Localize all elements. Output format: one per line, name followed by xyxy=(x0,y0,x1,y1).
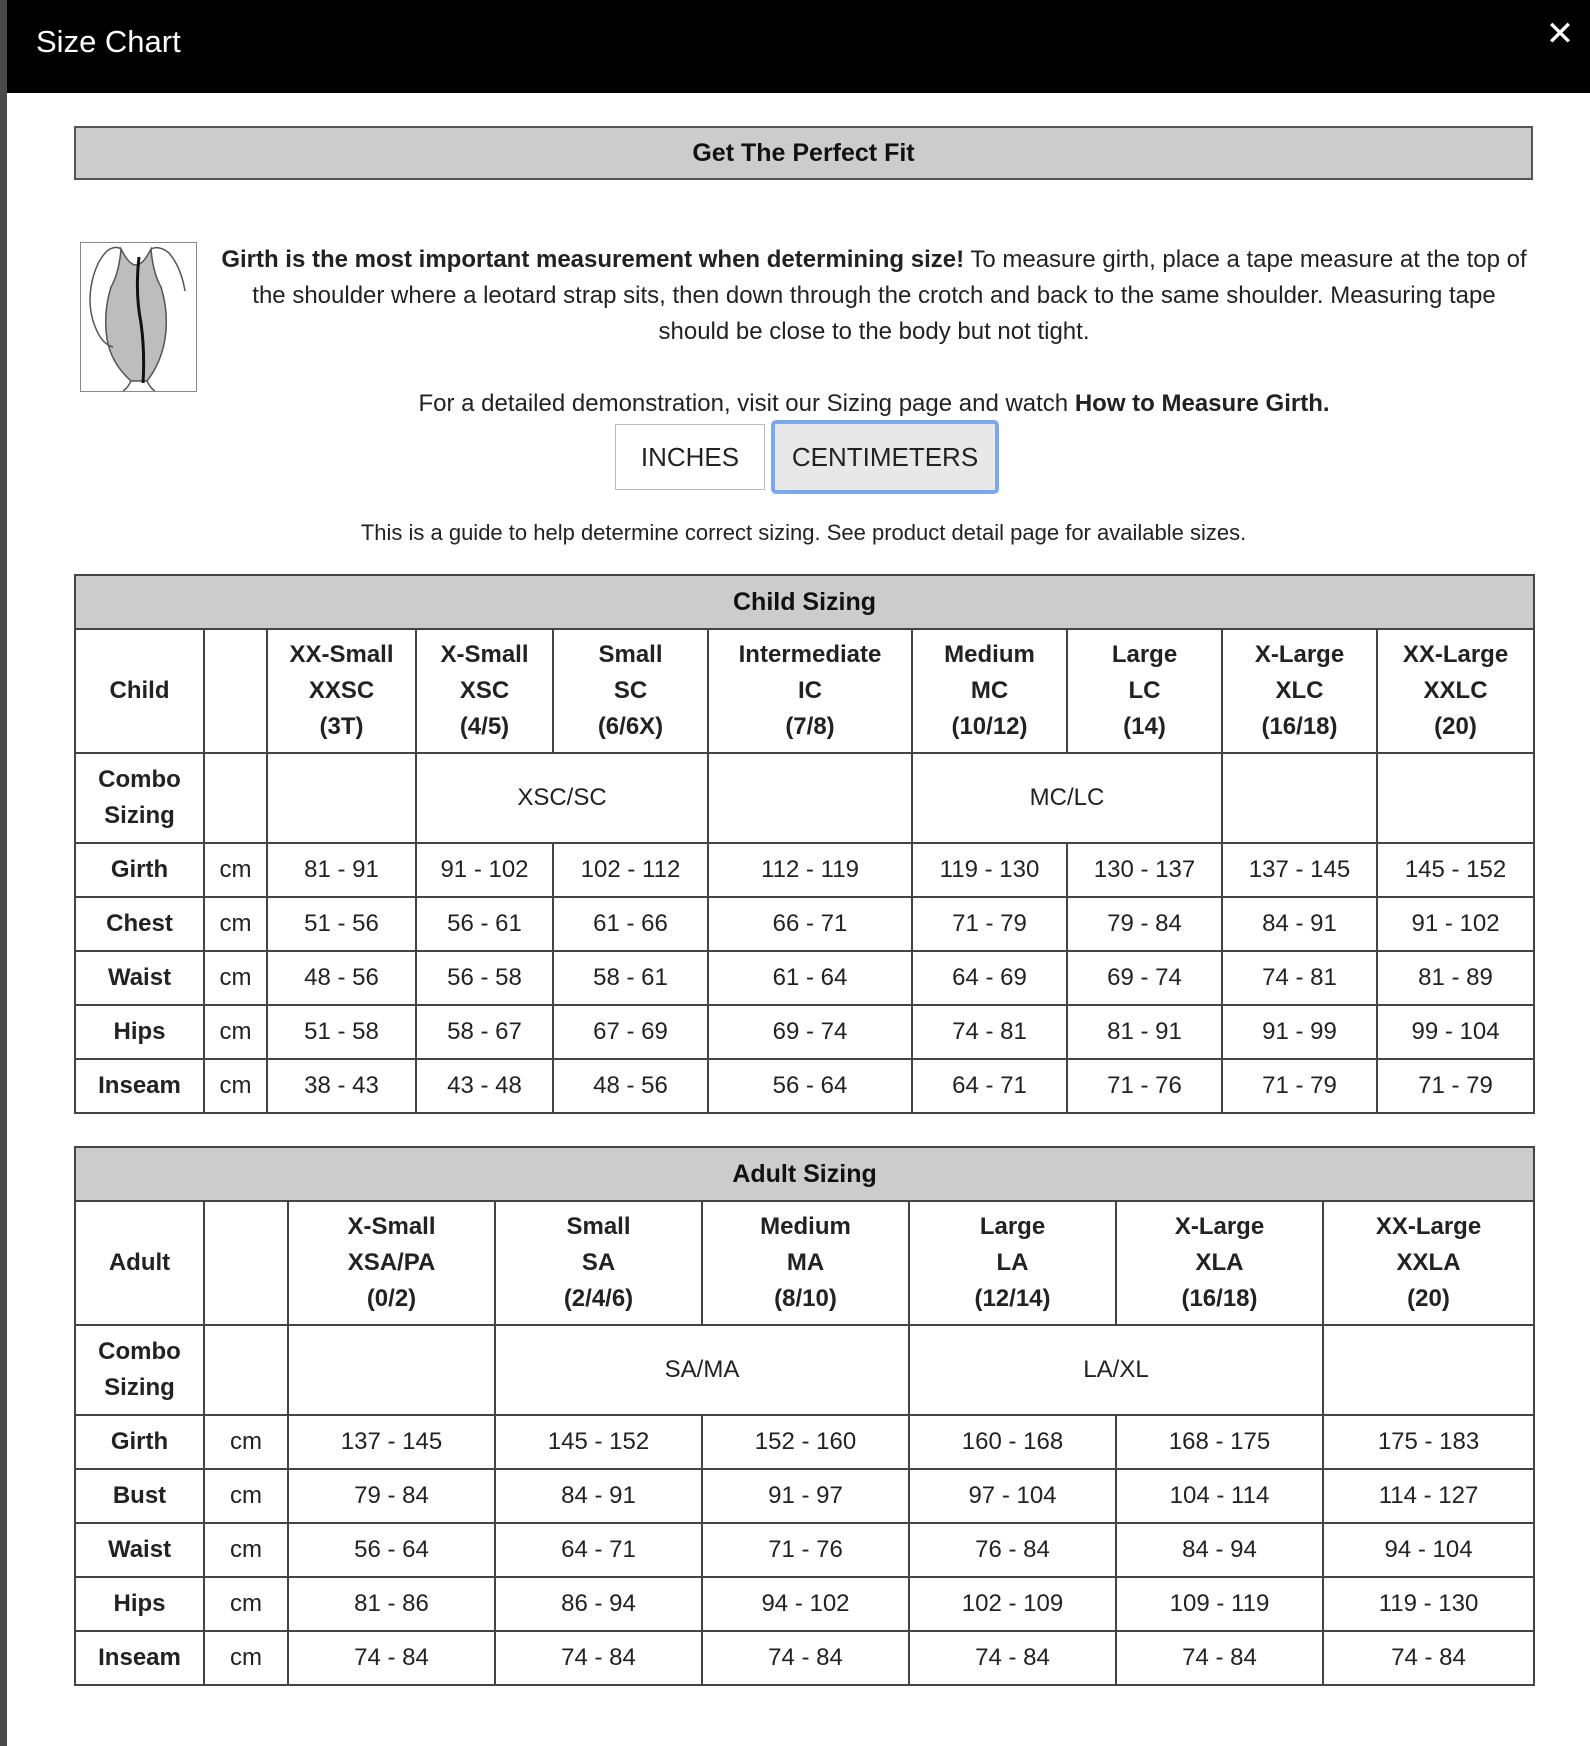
measurement-value: 51 - 56 xyxy=(267,897,416,951)
size-header-line: X-Large xyxy=(1174,1213,1265,1240)
size-header-line: XX-Small xyxy=(289,641,394,668)
measurement-value: 91 - 102 xyxy=(416,843,553,897)
size-header-cell xyxy=(267,629,416,753)
measurement-value: 66 - 71 xyxy=(708,897,912,951)
how-to-measure-link[interactable]: How to Measure Girth. xyxy=(1074,390,1330,417)
measurement-value: 81 - 89 xyxy=(1377,951,1534,1005)
size-header-cell xyxy=(495,1201,702,1325)
combo-unit-cell xyxy=(204,1325,288,1415)
size-header-line: (12/14) xyxy=(974,1285,1051,1312)
fit-instructions-text: To measure girth, place a tape measure at the top of the shoulder where a leotard strap sits, then down through the crotch and back to the same shoulder. Measuring tape should be close to the body but not tight. xyxy=(252,246,1527,345)
measurement-label: Waist xyxy=(75,1523,204,1577)
measurement-value: 64 - 71 xyxy=(495,1523,702,1577)
adult-sizing-title: Adult Sizing xyxy=(75,1147,1534,1201)
size-header-line: Medium xyxy=(944,641,1035,668)
size-header-line: (3T) xyxy=(319,713,364,740)
size-header-line: MC xyxy=(970,677,1009,704)
measurement-label: Hips xyxy=(75,1005,204,1059)
measurement-value: 43 - 48 xyxy=(416,1059,553,1113)
size-header-cell xyxy=(1222,629,1377,753)
measurement-value: 84 - 91 xyxy=(495,1469,702,1523)
size-header-line: Intermediate xyxy=(738,641,882,668)
fit-demo-prefix: For a detailed demonstration, visit our Sizing page and watch xyxy=(418,390,1075,417)
girth-illustration-icon xyxy=(80,242,197,392)
unit-header-cell xyxy=(204,1201,288,1325)
size-header-line: Small xyxy=(566,1213,631,1240)
measurement-value: 67 - 69 xyxy=(553,1005,708,1059)
measurement-value: 71 - 79 xyxy=(912,897,1067,951)
size-header-cell xyxy=(1116,1201,1323,1325)
measurement-value: 99 - 104 xyxy=(1377,1005,1534,1059)
close-icon[interactable]: ✕ xyxy=(1545,15,1575,53)
measurement-unit: cm xyxy=(204,1577,288,1631)
measurement-value: 114 - 127 xyxy=(1323,1469,1534,1523)
measurement-row xyxy=(75,1577,1534,1631)
size-header-line: SA xyxy=(581,1249,616,1276)
measurement-value: 130 - 137 xyxy=(1067,843,1222,897)
combo-empty-cell xyxy=(267,753,416,843)
size-header-line: (10/12) xyxy=(951,713,1028,740)
size-header-line: Large xyxy=(979,1213,1046,1240)
measurement-value: 61 - 66 xyxy=(553,897,708,951)
fit-demo-line xyxy=(219,386,1529,422)
measurement-label: Bust xyxy=(75,1469,204,1523)
measurement-value: 109 - 119 xyxy=(1116,1577,1323,1631)
measurement-row xyxy=(75,951,1534,1005)
measurement-value: 56 - 64 xyxy=(708,1059,912,1113)
size-header-line: XXLA xyxy=(1396,1249,1461,1276)
measurement-value: 175 - 183 xyxy=(1323,1415,1534,1469)
size-header-line: (0/2) xyxy=(366,1285,417,1312)
modal-title: Size Chart xyxy=(36,24,181,59)
measurement-value: 119 - 130 xyxy=(1323,1577,1534,1631)
measurement-value: 56 - 61 xyxy=(416,897,553,951)
measurement-value: 97 - 104 xyxy=(909,1469,1116,1523)
measurement-value: 56 - 64 xyxy=(288,1523,495,1577)
size-header-line: X-Large xyxy=(1254,641,1345,668)
fit-instructions xyxy=(219,242,1529,350)
measurement-unit: cm xyxy=(204,951,267,1005)
measurement-value: 94 - 104 xyxy=(1323,1523,1534,1577)
measurement-label: Waist xyxy=(75,951,204,1005)
combo-cell: XSC/SC xyxy=(416,753,708,843)
measurement-value: 58 - 61 xyxy=(553,951,708,1005)
size-header-line: X-Small xyxy=(347,1213,436,1240)
measurement-value: 94 - 102 xyxy=(702,1577,909,1631)
measurement-unit: cm xyxy=(204,1059,267,1113)
measurement-value: 160 - 168 xyxy=(909,1415,1116,1469)
measurement-value: 74 - 84 xyxy=(288,1631,495,1685)
size-header-line: XXLC xyxy=(1423,677,1488,704)
size-header-cell xyxy=(288,1201,495,1325)
centimeters-button[interactable]: CENTIMETERS xyxy=(771,420,999,494)
child-corner-label: Child xyxy=(75,629,204,753)
size-header-line: (20) xyxy=(1434,713,1477,740)
measurement-row xyxy=(75,1059,1534,1113)
size-header-line: XLA xyxy=(1195,1249,1244,1276)
size-header-line: (14) xyxy=(1123,713,1166,740)
size-header-line: XLC xyxy=(1275,677,1324,704)
measurement-value: 168 - 175 xyxy=(1116,1415,1323,1469)
measurement-value: 84 - 91 xyxy=(1222,897,1377,951)
combo-label-line: Sizing xyxy=(104,1374,175,1401)
combo-label-line: Sizing xyxy=(104,802,175,829)
measurement-value: 48 - 56 xyxy=(553,1059,708,1113)
combo-empty-cell xyxy=(288,1325,495,1415)
measurement-value: 74 - 84 xyxy=(495,1631,702,1685)
size-header-line: (7/8) xyxy=(785,713,835,740)
adult-corner-label: Adult xyxy=(75,1201,204,1325)
measurement-value: 71 - 76 xyxy=(702,1523,909,1577)
size-header-line: Large xyxy=(1111,641,1178,668)
measurement-row xyxy=(75,1631,1534,1685)
measurement-value: 81 - 91 xyxy=(267,843,416,897)
measurement-value: 91 - 102 xyxy=(1377,897,1534,951)
modal-header xyxy=(7,0,1590,93)
measurement-value: 69 - 74 xyxy=(1067,951,1222,1005)
size-header-line: MA xyxy=(786,1249,825,1276)
measurement-label: Girth xyxy=(75,1415,204,1469)
measurement-unit: cm xyxy=(204,1005,267,1059)
measurement-value: 102 - 112 xyxy=(553,843,708,897)
measurement-value: 102 - 109 xyxy=(909,1577,1116,1631)
measurement-row xyxy=(75,1005,1534,1059)
measurement-value: 79 - 84 xyxy=(288,1469,495,1523)
measurement-value: 91 - 97 xyxy=(702,1469,909,1523)
adult-sizing-table xyxy=(74,1146,1535,1686)
measurement-value: 104 - 114 xyxy=(1116,1469,1323,1523)
size-header-line: XSC xyxy=(459,677,510,704)
size-header-line: SC xyxy=(613,677,648,704)
size-header-cell xyxy=(1323,1201,1534,1325)
measurement-unit: cm xyxy=(204,897,267,951)
size-header-line: Small xyxy=(598,641,663,668)
measurement-value: 81 - 86 xyxy=(288,1577,495,1631)
measurement-value: 48 - 56 xyxy=(267,951,416,1005)
size-header-line: (8/10) xyxy=(774,1285,837,1312)
measurement-value: 79 - 84 xyxy=(1067,897,1222,951)
measurement-value: 145 - 152 xyxy=(495,1415,702,1469)
measurement-row xyxy=(75,1415,1534,1469)
size-chart-modal xyxy=(7,0,1590,1746)
size-header-line: X-Small xyxy=(440,641,529,668)
measurement-value: 86 - 94 xyxy=(495,1577,702,1631)
combo-empty-cell xyxy=(708,753,912,843)
measurement-value: 61 - 64 xyxy=(708,951,912,1005)
size-header-line: LA xyxy=(996,1249,1029,1276)
combo-empty-cell xyxy=(1323,1325,1534,1415)
combo-empty-cell xyxy=(1377,753,1534,843)
combo-sizing-label xyxy=(75,1325,204,1415)
measurement-label: Girth xyxy=(75,843,204,897)
measurement-value: 74 - 84 xyxy=(909,1631,1116,1685)
size-header-line: XSA/PA xyxy=(347,1249,436,1276)
modal-content xyxy=(74,126,1533,1671)
size-header-line: (6/6X) xyxy=(597,713,664,740)
measurement-value: 38 - 43 xyxy=(267,1059,416,1113)
measurement-row xyxy=(75,897,1534,951)
measurement-value: 119 - 130 xyxy=(912,843,1067,897)
combo-label-line: Combo xyxy=(98,766,181,793)
measurement-label: Hips xyxy=(75,1577,204,1631)
child-sizing-table xyxy=(74,574,1535,1114)
size-header-cell xyxy=(416,629,553,753)
measurement-value: 74 - 84 xyxy=(1323,1631,1534,1685)
size-header-line: XXSC xyxy=(308,677,375,704)
sizing-guide-note: This is a guide to help determine correct sizing. See product detail page for available sizes. xyxy=(360,520,1247,545)
combo-label-line: Combo xyxy=(98,1338,181,1365)
child-sizing-title: Child Sizing xyxy=(75,575,1534,629)
measurement-unit: cm xyxy=(204,1415,288,1469)
size-header-line: XX-Large xyxy=(1375,1213,1482,1240)
combo-cell: LA/XL xyxy=(909,1325,1323,1415)
measurement-value: 112 - 119 xyxy=(708,843,912,897)
size-header-cell xyxy=(553,629,708,753)
measurement-value: 145 - 152 xyxy=(1377,843,1534,897)
combo-unit-cell xyxy=(204,753,267,843)
measurement-unit: cm xyxy=(204,1469,288,1523)
size-header-line: LC xyxy=(1128,677,1161,704)
measurement-value: 71 - 79 xyxy=(1222,1059,1377,1113)
measurement-value: 71 - 79 xyxy=(1377,1059,1534,1113)
size-header-line: Medium xyxy=(760,1213,851,1240)
combo-empty-cell xyxy=(1222,753,1377,843)
size-header-cell xyxy=(1377,629,1534,753)
size-header-cell xyxy=(1067,629,1222,753)
measurement-label: Chest xyxy=(75,897,204,951)
measurement-value: 74 - 81 xyxy=(1222,951,1377,1005)
size-header-cell xyxy=(708,629,912,753)
measurement-value: 84 - 94 xyxy=(1116,1523,1323,1577)
size-header-line: XX-Large xyxy=(1402,641,1509,668)
size-header-line: (16/18) xyxy=(1261,713,1338,740)
measurement-value: 91 - 99 xyxy=(1222,1005,1377,1059)
measurement-value: 74 - 84 xyxy=(702,1631,909,1685)
fit-heading: Get The Perfect Fit xyxy=(74,126,1533,180)
size-header-cell xyxy=(909,1201,1116,1325)
measurement-unit: cm xyxy=(204,843,267,897)
measurement-label: Inseam xyxy=(75,1059,204,1113)
measurement-value: 56 - 58 xyxy=(416,951,553,1005)
measurement-unit: cm xyxy=(204,1523,288,1577)
measurement-row xyxy=(75,843,1534,897)
measurement-row xyxy=(75,1469,1534,1523)
inches-button[interactable]: INCHES xyxy=(615,424,765,490)
combo-sizing-label xyxy=(75,753,204,843)
size-header-line: (4/5) xyxy=(459,713,510,740)
measurement-value: 74 - 81 xyxy=(912,1005,1067,1059)
measurement-unit: cm xyxy=(204,1631,288,1685)
measurement-value: 69 - 74 xyxy=(708,1005,912,1059)
unit-header-cell xyxy=(204,629,267,753)
size-header-line: (20) xyxy=(1407,1285,1450,1312)
measurement-value: 152 - 160 xyxy=(702,1415,909,1469)
measurement-value: 58 - 67 xyxy=(416,1005,553,1059)
measurement-value: 51 - 58 xyxy=(267,1005,416,1059)
measurement-value: 137 - 145 xyxy=(1222,843,1377,897)
size-header-cell xyxy=(912,629,1067,753)
measurement-label: Inseam xyxy=(75,1631,204,1685)
size-header-line: (16/18) xyxy=(1181,1285,1258,1312)
size-header-cell xyxy=(702,1201,909,1325)
measurement-value: 64 - 71 xyxy=(912,1059,1067,1113)
measurement-value: 76 - 84 xyxy=(909,1523,1116,1577)
combo-cell: SA/MA xyxy=(495,1325,909,1415)
combo-cell: MC/LC xyxy=(912,753,1222,843)
measurement-value: 71 - 76 xyxy=(1067,1059,1222,1113)
size-header-line: IC xyxy=(798,677,822,704)
fit-bold-intro: Girth is the most important measurement when determining size! xyxy=(221,246,965,273)
size-header-line: (2/4/6) xyxy=(563,1285,634,1312)
measurement-value: 64 - 69 xyxy=(912,951,1067,1005)
measurement-value: 74 - 84 xyxy=(1116,1631,1323,1685)
measurement-value: 137 - 145 xyxy=(288,1415,495,1469)
measurement-value: 81 - 91 xyxy=(1067,1005,1222,1059)
measurement-row xyxy=(75,1523,1534,1577)
